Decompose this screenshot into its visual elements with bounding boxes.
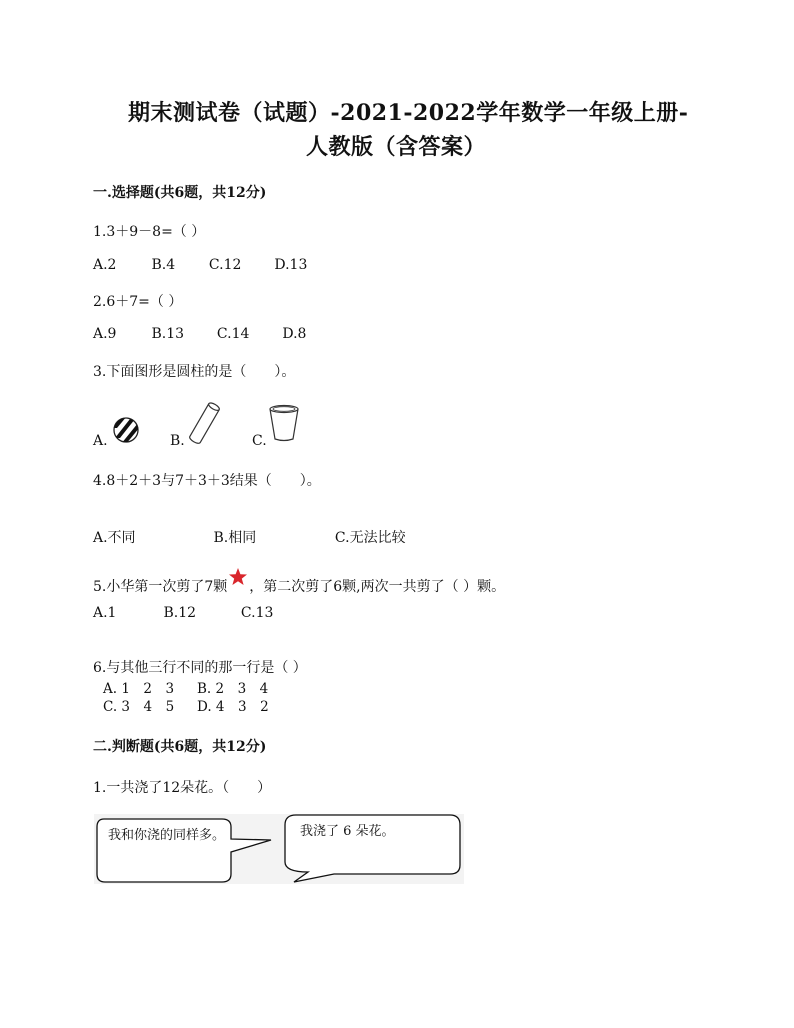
question-3-text: 3.下面图形是圆柱的是（ ）。 — [93, 364, 296, 380]
option-a[interactable]: A.1 — [93, 605, 117, 621]
question-4-options — [93, 527, 406, 547]
page-title-line2: 人教版（含答案） — [306, 134, 487, 160]
question-6-row-b[interactable]: B. 2 3 4 — [197, 681, 269, 697]
option-b-label[interactable]: B. — [170, 433, 185, 449]
question-1-text: 1.3＋9－8=（ ） — [93, 224, 206, 240]
option-c[interactable]: C.13 — [240, 605, 274, 621]
question-2-text: 2.6＋7=（ ） — [93, 294, 183, 310]
question-4-text: 4.8＋2＋3与7＋3＋3结果（ ）。 — [93, 473, 321, 489]
question-5-text-before: 5.小华第一次剪了7颗 — [93, 579, 228, 595]
option-a[interactable]: A.2 — [93, 257, 117, 273]
option-c[interactable]: C.12 — [208, 257, 242, 273]
question-1-options — [93, 257, 307, 273]
section-heading-choice: 一.选择题(共6题，共12分) — [93, 185, 267, 201]
question-5-options — [93, 605, 273, 621]
question-6-row-d[interactable]: D. 4 3 2 — [197, 699, 269, 715]
option-c-label[interactable]: C. — [252, 433, 267, 449]
option-a[interactable]: A.不同 — [93, 530, 136, 546]
speech-bubble-left-text: 我和你浇的同样多。 — [108, 828, 226, 843]
option-b[interactable]: B.相同 — [213, 530, 257, 546]
option-b[interactable]: B.12 — [163, 605, 197, 621]
option-c[interactable]: C.无法比较 — [334, 530, 406, 546]
question-2-options — [93, 326, 306, 342]
cylinder-icon[interactable] — [183, 398, 225, 450]
page-title-line1: 期末测试卷（试题）-2021-2022学年数学一年级上册- — [128, 100, 689, 126]
option-b[interactable]: B.13 — [151, 326, 185, 342]
option-a[interactable]: A.9 — [93, 326, 117, 342]
question-6-row-c[interactable]: C. 3 4 5 — [103, 699, 175, 715]
question-6-text: 6.与其他三行不同的那一行是（ ） — [93, 660, 307, 676]
option-c[interactable]: C.14 — [216, 326, 250, 342]
option-d[interactable]: D.8 — [282, 326, 307, 342]
option-b[interactable]: B.4 — [151, 257, 176, 273]
option-a-label[interactable]: A. — [93, 433, 108, 449]
judgement-1-text: 1.一共浇了12朵花。（ ） — [93, 780, 272, 796]
cup-icon[interactable] — [266, 403, 302, 443]
section-heading-judgement: 二.判断题(共6题，共12分) — [93, 739, 267, 755]
speech-bubble-right-text: 我浇了 6 朵花。 — [300, 824, 395, 839]
question-6-row-a[interactable]: A. 1 2 3 — [103, 681, 175, 697]
star-icon — [228, 567, 248, 587]
striped-ball-icon[interactable] — [110, 414, 142, 446]
question-5-text — [93, 567, 505, 596]
option-d[interactable]: D.13 — [274, 257, 308, 273]
question-5-text-after: ，第二次剪了6颗,两次一共剪了（ ）颗。 — [249, 579, 506, 595]
